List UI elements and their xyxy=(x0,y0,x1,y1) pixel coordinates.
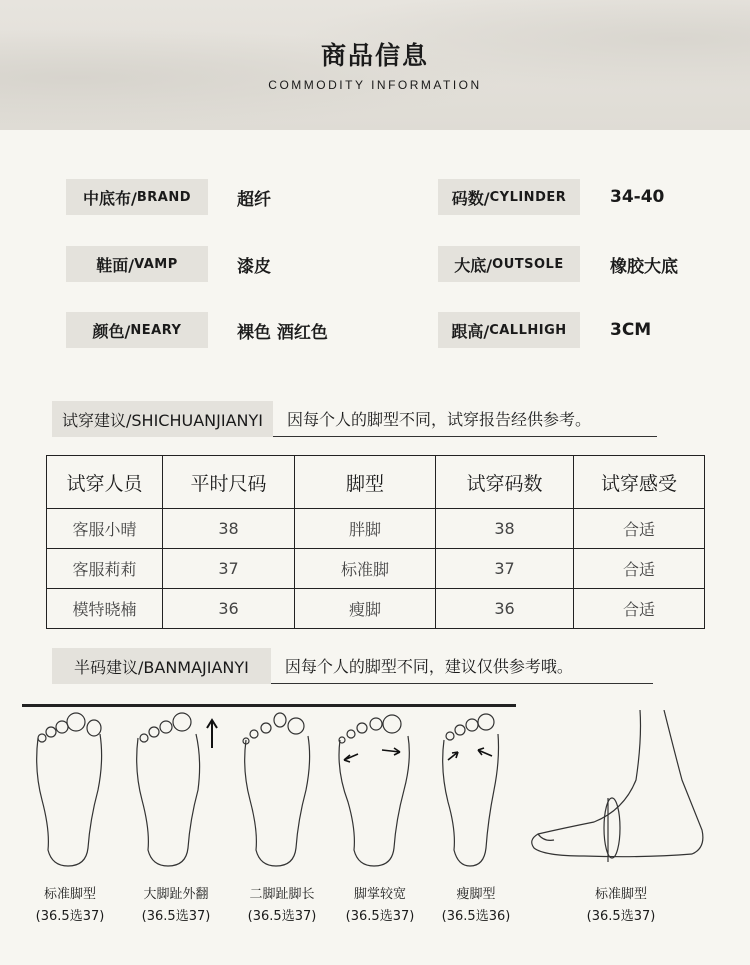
table-cell: 胖脚 xyxy=(295,509,436,549)
table-row xyxy=(47,509,705,549)
table-header: 脚型 xyxy=(295,456,436,509)
bunion-foot-icon xyxy=(130,710,220,870)
spec-value-outsole: 橡胶大底 xyxy=(610,256,678,277)
table-cell: 38 xyxy=(436,509,574,549)
spec-label-heel: 跟高/ CALLHIGH xyxy=(438,312,580,348)
spec-label-color: 颜色/ NEARY xyxy=(66,312,208,348)
foot-caption: 标准脚型 (36.5选37) xyxy=(586,887,656,924)
foot-caption: 瘦脚型 (36.5选36) xyxy=(441,887,511,924)
header-banner xyxy=(0,0,750,130)
table-cell: 标准脚 xyxy=(295,549,436,589)
table-header-row xyxy=(47,456,705,509)
foot-caption: 大脚趾外翻 (36.5选37) xyxy=(141,887,211,924)
spec-value-heel: 3CM xyxy=(610,320,652,340)
page-subtitle: COMMODITY INFORMATION xyxy=(268,78,482,92)
table-cell: 合适 xyxy=(574,589,705,629)
divider xyxy=(22,704,516,707)
halfsize-section-note: 因每个人的脚型不同，建议仅供参考哦。 xyxy=(271,648,653,684)
table-cell: 合适 xyxy=(574,549,705,589)
table-cell: 37 xyxy=(163,549,295,589)
fitting-section-label: 试穿建议/SHICHUANJIANYI xyxy=(52,401,273,437)
fitting-section-bar xyxy=(52,401,657,437)
table-cell: 模特晓楠 xyxy=(47,589,163,629)
fitting-section-note: 因每个人的脚型不同，试穿报告经供参考。 xyxy=(273,401,657,437)
slim-foot-icon xyxy=(436,710,506,870)
table-header: 试穿码数 xyxy=(436,456,574,509)
table-header: 试穿感受 xyxy=(574,456,705,509)
spec-label-outsole: 大底/ OUTSOLE xyxy=(438,246,580,282)
foot-caption: 二脚趾脚长 (36.5选37) xyxy=(247,887,317,924)
table-cell: 36 xyxy=(163,589,295,629)
table-header: 试穿人员 xyxy=(47,456,163,509)
long-second-toe-foot-icon xyxy=(238,710,318,870)
spec-value-size: 34-40 xyxy=(610,187,665,207)
wide-foot-icon xyxy=(334,710,414,870)
table-cell: 客服小晴 xyxy=(47,509,163,549)
spec-value-vamp: 漆皮 xyxy=(237,256,271,277)
side-view-foot-icon xyxy=(524,710,714,870)
spec-value-brand: 超纤 xyxy=(237,189,271,210)
table-cell: 37 xyxy=(436,549,574,589)
table-cell: 合适 xyxy=(574,509,705,549)
spec-label-brand: 中底布/ BRAND xyxy=(66,179,208,215)
foot-caption: 标准脚型 (36.5选37) xyxy=(35,887,105,924)
foot-caption: 脚掌较宽 (36.5选37) xyxy=(345,887,415,924)
table-cell: 客服莉莉 xyxy=(47,549,163,589)
halfsize-section-bar xyxy=(52,648,653,684)
spec-label-vamp: 鞋面/ VAMP xyxy=(66,246,208,282)
table-cell: 38 xyxy=(163,509,295,549)
page-title: 商品信息 xyxy=(320,41,429,70)
spec-value-color: 裸色 酒红色 xyxy=(237,322,328,343)
table-cell: 36 xyxy=(436,589,574,629)
table-row xyxy=(47,549,705,589)
spec-label-size: 码数/ CYLINDER xyxy=(438,179,580,215)
halfsize-section-label: 半码建议/BANMAJIANYI xyxy=(52,648,271,684)
fitting-table xyxy=(46,455,705,629)
table-header: 平时尺码 xyxy=(163,456,295,509)
standard-foot-icon xyxy=(28,710,108,870)
table-row xyxy=(47,589,705,629)
table-cell: 瘦脚 xyxy=(295,589,436,629)
